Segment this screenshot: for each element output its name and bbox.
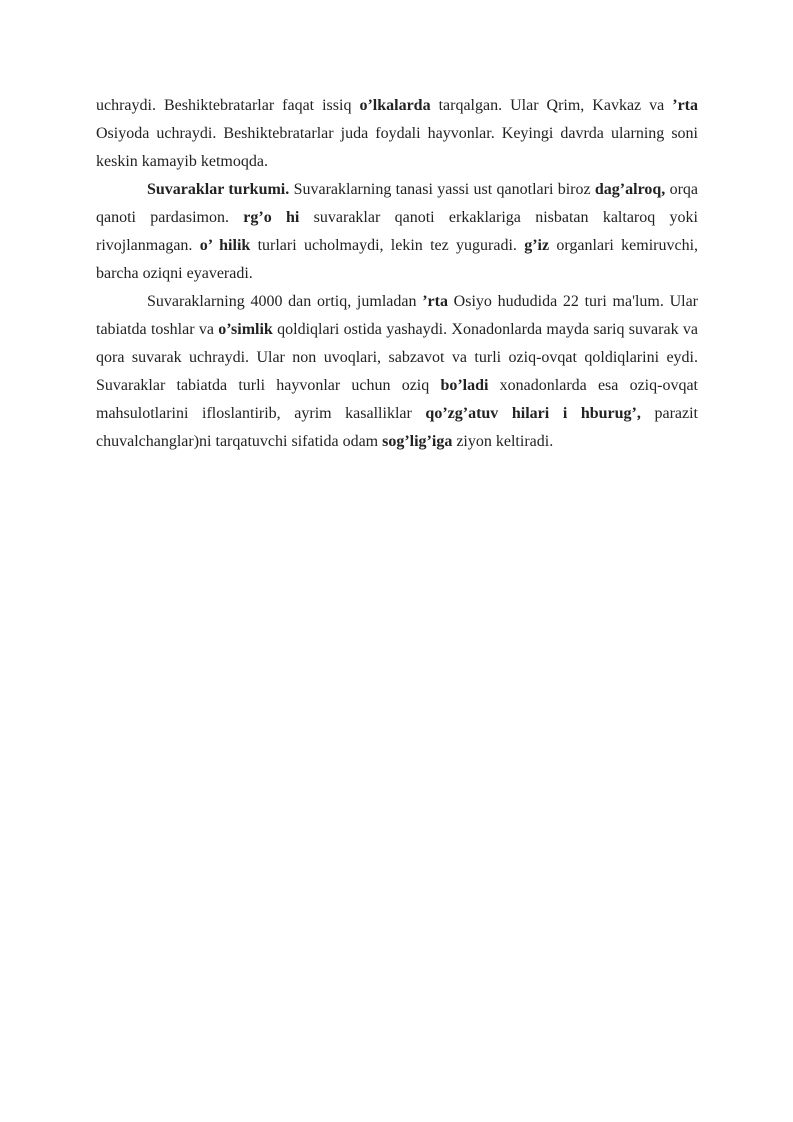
text-run: qoldiqlari ostida yashaydi. Xonadonlarda mayda sariq suvarak va qora suvarak uchraydi. Ular non uvoqlari, sabzavot va turli oziq-ovqat qoldiqlarini eydi. Suvaraklar tabiatda turli hayvonlar uchun oziq — [96, 321, 698, 394]
text-run: Osiyoda uchraydi. Beshiktebratarlar juda foydali hayvonlar. Keyingi davrda ularning soni keskin kamayib ketmoqda. — [96, 125, 698, 170]
text-run: Suvaraklarning tanasi yassi ust qanotlari biroz — [289, 181, 595, 198]
text-run: turlari ucholmaydi, lekin tez yuguradi. — [250, 237, 525, 254]
text-run: ziyon keltiradi. — [452, 433, 554, 450]
bold-term: i hburug’, — [562, 405, 641, 422]
text-run: Osiyo hududida 22 turi ma'lum. Ular tabiatda toshlar va — [96, 293, 699, 338]
text-run: tarqalgan. Ular Qrim, Kavkaz va — [430, 97, 673, 114]
text-run: suvaraklar qanoti erkaklariga nisbatan kaltaroq yoki rivojlanmagan. — [96, 209, 698, 254]
text-run — [549, 405, 563, 422]
text-run: uchraydi. Beshiktebratarlar faqat issiq — [96, 97, 360, 114]
bold-term: o’ hilik — [199, 237, 251, 254]
text-run: xonadonlarda esa oziq-ovqat mahsulotlarini ifloslantirib, ayrim kasalliklar — [96, 377, 699, 422]
bold-term: g’iz — [524, 237, 550, 254]
bold-term: sog’lig’iga — [382, 433, 453, 450]
bold-term: ’rta — [672, 97, 699, 114]
bold-term: ’rta — [422, 293, 448, 310]
section-heading: Suvaraklar turkumi. — [147, 181, 290, 198]
bold-term: rg’o hi — [243, 209, 300, 226]
bold-term: bo’ladi — [440, 377, 489, 394]
bold-term: o’lkalarda — [359, 97, 431, 114]
bold-term: o’simlik — [218, 321, 273, 338]
document-page — [96, 92, 698, 456]
paragraph-2 — [96, 176, 698, 288]
paragraph-1 — [96, 92, 698, 176]
bold-term: qo’zg’atuv hilari — [425, 405, 550, 422]
text-run: parazit chuvalchanglar)ni tarqatuvchi sifatida odam — [96, 405, 699, 450]
text-run: Suvaraklarning 4000 dan ortiq, jumladan — [147, 293, 423, 310]
text-run: orqa qanoti pardasimon. — [96, 181, 699, 226]
bold-term: dag’alroq, — [594, 181, 666, 198]
text-run: organlari kemiruvchi, barcha oziqni eyaveradi. — [96, 237, 699, 282]
paragraph-3 — [96, 288, 698, 456]
